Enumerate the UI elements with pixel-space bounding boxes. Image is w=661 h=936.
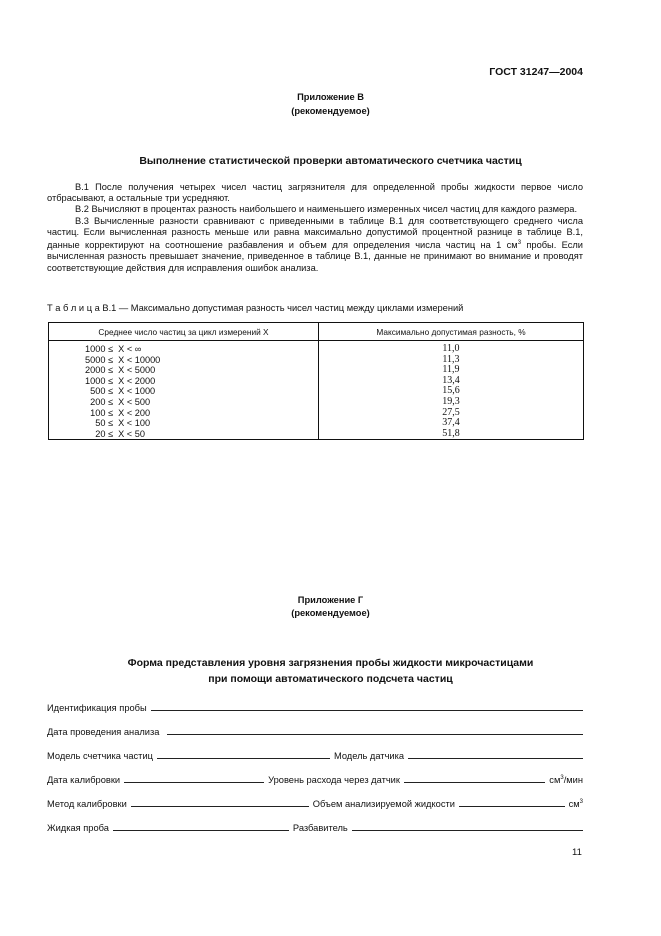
appendix-b-text: [47, 182, 583, 274]
form-row-analysis-date: [47, 713, 583, 737]
field-analysis-date[interactable]: [167, 734, 583, 735]
flow-unit: $см^3$/мин: [549, 774, 583, 785]
label-analysis-date: Дата проведения анализа: [47, 727, 160, 737]
form-row-models: [47, 737, 583, 761]
table-cell-range: 100 ≤ X < 200: [85, 407, 151, 418]
appendix-b-heading: Выполнение статистической проверки автоматического счетчика частиц: [139, 155, 522, 167]
form-row-method: [47, 785, 583, 809]
table-cell-value: 15,6: [442, 385, 460, 397]
paragraph-b1: В.1 После получения четырех чисел частиц загрязнителя для определенной пробы жидкости первое число отбрасывают, а остальные три усредняют.: [47, 182, 583, 204]
field-diluent[interactable]: [352, 830, 583, 831]
table-caption-text: — Максимально допустимая разность чисел частиц между циклами измерений: [116, 303, 464, 313]
appendix-g-heading-2: при помощи автоматического подсчета частиц: [208, 673, 453, 685]
table-cell-range: 2000 ≤ X < 5000: [85, 365, 156, 376]
appendix-b-title: Приложение В: [297, 92, 364, 102]
field-counter-model[interactable]: [157, 758, 330, 759]
table-cell-value: 19,3: [442, 395, 460, 407]
form-row-sample-id: [47, 689, 583, 713]
field-sensor-model[interactable]: [408, 758, 583, 759]
paragraph-b2: В.2 Вычисляют в процентах разность наибольшего и наименьшего измеренных чисел частиц для каждого размера.: [75, 204, 578, 215]
table-cell-range: 200 ≤ X < 500: [85, 396, 151, 407]
table-b1: [48, 322, 584, 440]
table-column-ranges: [49, 341, 319, 440]
paragraph-b3-part1: В.3 Вычисленные разности сравнивают с приведенными в таблице В.1 для соответствующего среднего числа частиц. Если вычисленная разность меньше или равна максимально допустимой процентной разнице в таблице В.1, данные корректируют на соотношение разбавления и объем для определения числа частиц на 1 см: [47, 215, 583, 251]
label-calibration-date: Дата калибровки: [47, 775, 121, 785]
table-cell-value: 27,5: [442, 406, 460, 418]
appendix-g-title: Приложение Г: [297, 595, 364, 605]
table-cell-range: 1000 ≤ X < 2000: [85, 375, 156, 386]
label-liquid-volume: Объем анализируемой жидкости: [312, 799, 455, 809]
table-column-values: [319, 341, 584, 440]
page-number: 11: [572, 847, 582, 858]
table-cell-range: 1000 ≤ X < ∞: [85, 344, 142, 354]
label-flow-rate: Уровень расхода через датчик: [268, 775, 400, 785]
table-cell-range: 500 ≤ X < 1000: [85, 386, 156, 397]
table-cell-range: 50 ≤ X < 100: [85, 418, 151, 429]
table-cell-range: 20 ≤ X < 50: [85, 428, 145, 439]
standard-number: ГОСТ 31247—2004: [489, 66, 583, 78]
table-cell-value: 51,8: [442, 427, 460, 439]
field-sample-id[interactable]: [151, 710, 583, 711]
label-counter-model: Модель счетчика частиц: [47, 751, 153, 761]
field-flow-rate[interactable]: [404, 782, 545, 783]
paragraph-b3: [47, 216, 583, 274]
label-liquid-sample: Жидкая проба: [47, 823, 109, 833]
label-calibration-method: Метод калибровки: [47, 799, 127, 809]
appendix-b-note: (рекомендуемое): [291, 106, 370, 116]
table-cell-range: 5000 ≤ X < 10000: [85, 354, 161, 365]
table-header-mean: Среднее число частиц за цикл измерений X: [49, 323, 319, 341]
field-liquid-volume[interactable]: [459, 806, 565, 807]
table-caption-prefix: Т а б л и ц а В.1: [47, 303, 117, 313]
table-cell-value: 11,3: [442, 353, 460, 365]
table-cell-value: 11,9: [442, 364, 460, 376]
appendix-g-note: (рекомендуемое): [291, 608, 370, 618]
table-header-max-diff: Максимально допустимая разность, %: [319, 323, 584, 341]
appendix-g-heading-1: Форма представления уровня загрязнения пробы жидкости микрочастицами: [127, 657, 534, 669]
field-calibration-date[interactable]: [124, 782, 264, 783]
field-calibration-method[interactable]: [131, 806, 309, 807]
table-cell-value: 37,4: [442, 417, 460, 429]
volume-unit: $см^3$: [568, 798, 583, 809]
table-cell-value: 11,0: [442, 343, 460, 354]
paragraph-b3-part2: пробы. Если вычисленная разность превышает значение, приведенное в таблице В.1, данные не принимают во внимание и проводят соответствующие действия для исправления ошибок анализа.: [47, 240, 583, 273]
superscript: 3: [517, 240, 522, 247]
table-caption: [47, 303, 463, 313]
form-row-liquid: [47, 809, 583, 833]
field-liquid-sample[interactable]: [113, 830, 289, 831]
label-sample-id: Идентификация пробы: [47, 703, 147, 713]
form-row-calibration: [47, 761, 583, 785]
report-form: [47, 689, 583, 833]
label-diluent: Разбавитель: [292, 823, 348, 833]
label-sensor-model: Модель датчика: [333, 751, 405, 761]
table-cell-value: 13,4: [442, 374, 460, 386]
